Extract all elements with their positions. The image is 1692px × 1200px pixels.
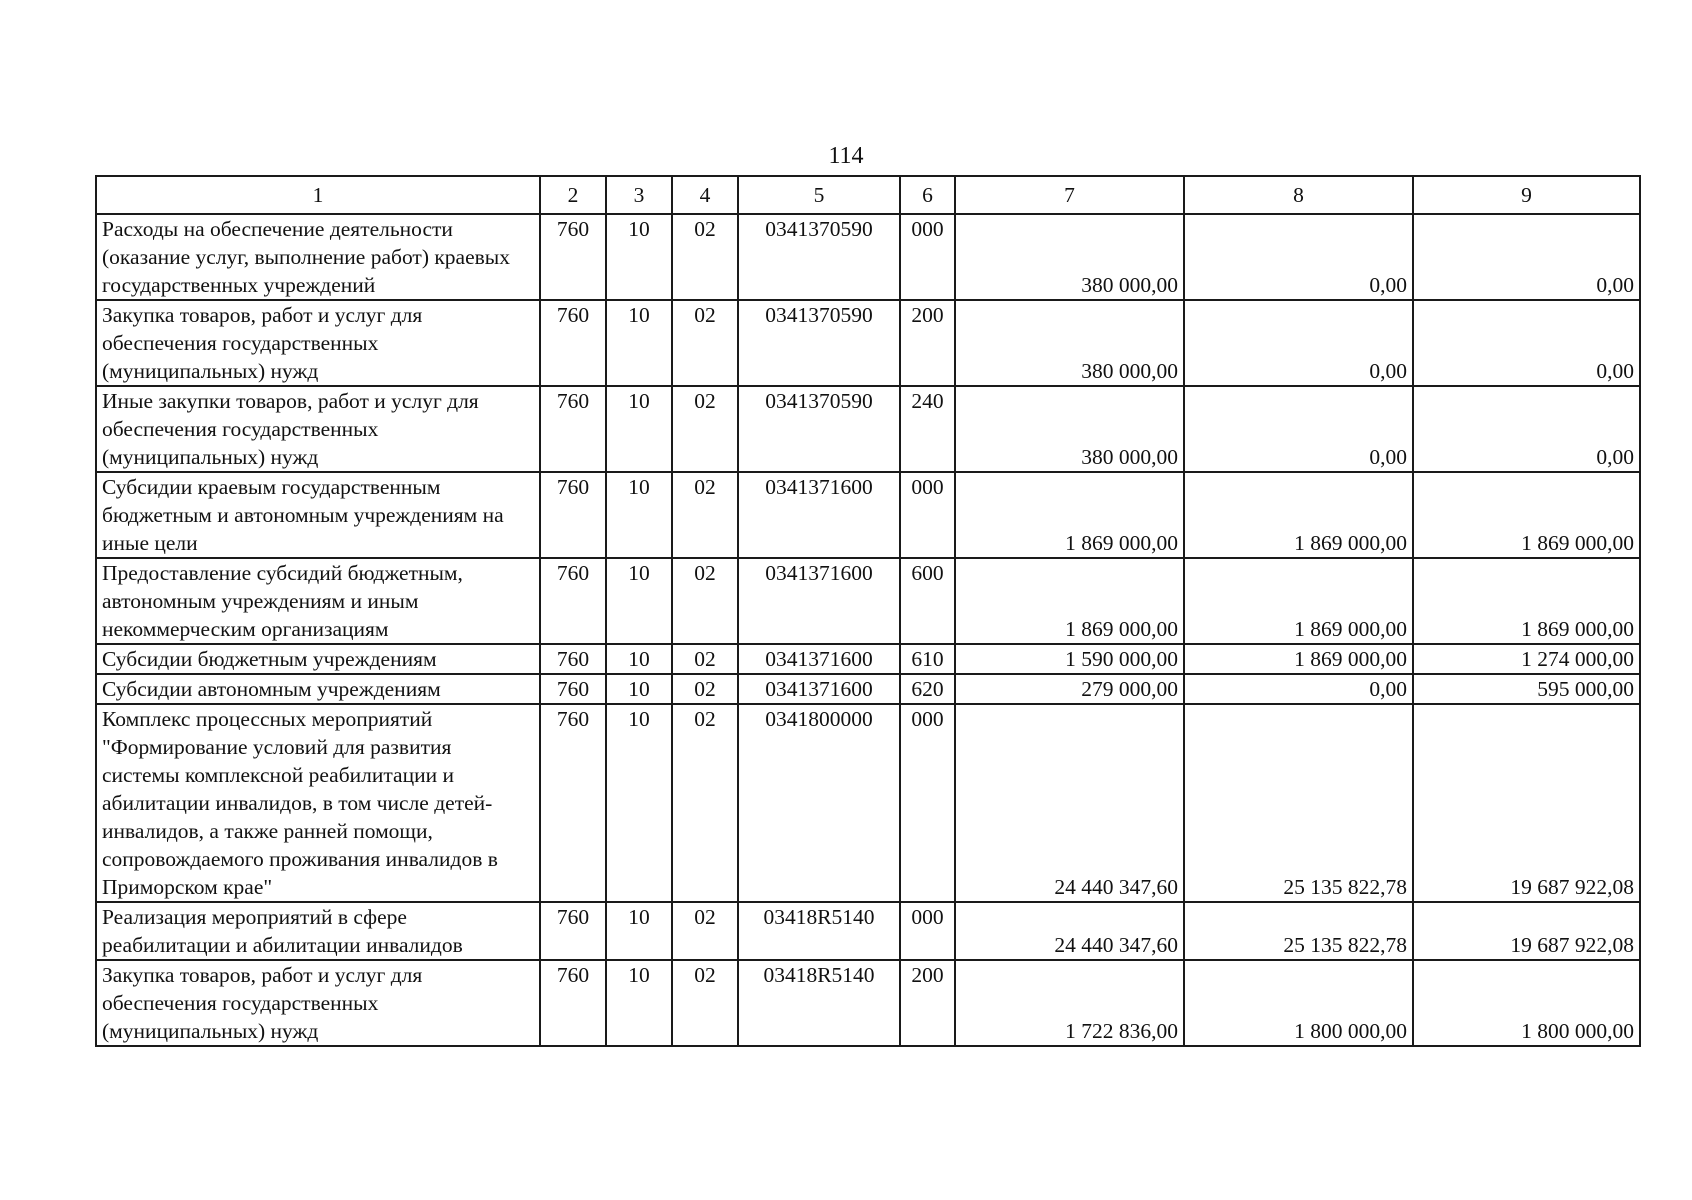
row-col5-cell: 0341800000 [738,704,900,902]
column-header: 9 [1413,176,1640,214]
row-name-cell: Субсидии краевым государственным бюджетным и автономным учреждениям на иные цели [96,472,540,558]
row-col2-cell: 760 [540,960,606,1046]
row-col5-cell: 0341371600 [738,674,900,704]
row-col6-cell: 240 [900,386,955,472]
row-amount-col9-cell: 19 687 922,08 [1413,704,1640,902]
row-col4-cell: 02 [672,214,738,300]
table-row [96,300,1640,386]
row-col3-cell: 10 [606,558,672,644]
row-name-cell: Реализация мероприятий в сфере реабилитации и абилитации инвалидов [96,902,540,960]
row-amount-col8-cell: 0,00 [1184,674,1413,704]
row-col3-cell: 10 [606,674,672,704]
row-col5-cell: 0341371600 [738,558,900,644]
row-col5-cell: 03418R5140 [738,902,900,960]
row-amount-col8-cell: 1 869 000,00 [1184,558,1413,644]
row-name-cell: Закупка товаров, работ и услуг для обеспечения государственных (муниципальных) нужд [96,300,540,386]
row-col2-cell: 760 [540,644,606,674]
column-header: 7 [955,176,1184,214]
row-col5-cell: 0341371600 [738,644,900,674]
column-header: 3 [606,176,672,214]
row-col2-cell: 760 [540,558,606,644]
budget-table [95,175,1641,1047]
row-col6-cell: 610 [900,644,955,674]
row-name-cell: Закупка товаров, работ и услуг для обеспечения государственных (муниципальных) нужд [96,960,540,1046]
row-name-cell: Иные закупки товаров, работ и услуг для обеспечения государственных (муниципальных) нужд [96,386,540,472]
row-col6-cell: 000 [900,902,955,960]
row-amount-col9-cell: 0,00 [1413,300,1640,386]
row-col6-cell: 000 [900,704,955,902]
row-amount-col9-cell: 1 274 000,00 [1413,644,1640,674]
row-col5-cell: 0341370590 [738,214,900,300]
row-name-cell: Комплекс процессных мероприятий "Формирование условий для развития системы комплексной реабилитации и абилитации инвалидов, в том числе детей-инвалидов, а также ранней помощи, сопровождаемого проживания инвалидов в Приморском крае" [96,704,540,902]
row-col5-cell: 0341371600 [738,472,900,558]
row-amount-col7-cell: 380 000,00 [955,386,1184,472]
row-col4-cell: 02 [672,644,738,674]
row-amount-col9-cell: 19 687 922,08 [1413,902,1640,960]
row-amount-col8-cell: 1 869 000,00 [1184,472,1413,558]
row-amount-col9-cell: 0,00 [1413,214,1640,300]
row-amount-col8-cell: 1 800 000,00 [1184,960,1413,1046]
row-col3-cell: 10 [606,214,672,300]
row-name-cell: Субсидии автономным учреждениям [96,674,540,704]
row-amount-col7-cell: 380 000,00 [955,214,1184,300]
row-amount-col8-cell: 0,00 [1184,300,1413,386]
row-amount-col8-cell: 25 135 822,78 [1184,704,1413,902]
row-col4-cell: 02 [672,558,738,644]
row-amount-col7-cell: 1 869 000,00 [955,472,1184,558]
row-col2-cell: 760 [540,386,606,472]
row-amount-col9-cell: 595 000,00 [1413,674,1640,704]
column-header: 1 [96,176,540,214]
row-col4-cell: 02 [672,472,738,558]
row-col3-cell: 10 [606,960,672,1046]
row-col6-cell: 000 [900,214,955,300]
row-col6-cell: 000 [900,472,955,558]
table-row [96,386,1640,472]
page-number: 114 [828,143,864,169]
column-header: 4 [672,176,738,214]
table-row [96,902,1640,960]
row-col4-cell: 02 [672,704,738,902]
row-col6-cell: 620 [900,674,955,704]
table-row [96,558,1640,644]
row-col5-cell: 03418R5140 [738,960,900,1046]
row-col4-cell: 02 [672,960,738,1046]
table-row [96,674,1640,704]
row-col3-cell: 10 [606,472,672,558]
row-amount-col7-cell: 24 440 347,60 [955,704,1184,902]
row-col6-cell: 200 [900,300,955,386]
row-amount-col7-cell: 1 590 000,00 [955,644,1184,674]
column-header: 8 [1184,176,1413,214]
table-row [96,214,1640,300]
table-row [96,704,1640,902]
row-name-cell: Субсидии бюджетным учреждениям [96,644,540,674]
row-amount-col9-cell: 0,00 [1413,386,1640,472]
table-row [96,644,1640,674]
row-amount-col9-cell: 1 800 000,00 [1413,960,1640,1046]
row-col2-cell: 760 [540,214,606,300]
row-col2-cell: 760 [540,674,606,704]
row-amount-col8-cell: 0,00 [1184,386,1413,472]
row-col4-cell: 02 [672,674,738,704]
row-col5-cell: 0341370590 [738,300,900,386]
row-col3-cell: 10 [606,644,672,674]
row-amount-col7-cell: 1 869 000,00 [955,558,1184,644]
row-amount-col7-cell: 24 440 347,60 [955,902,1184,960]
row-amount-col9-cell: 1 869 000,00 [1413,472,1640,558]
row-amount-col8-cell: 0,00 [1184,214,1413,300]
row-col6-cell: 600 [900,558,955,644]
column-header: 6 [900,176,955,214]
row-col2-cell: 760 [540,902,606,960]
row-col2-cell: 760 [540,472,606,558]
row-amount-col7-cell: 380 000,00 [955,300,1184,386]
row-col3-cell: 10 [606,386,672,472]
row-col3-cell: 10 [606,704,672,902]
row-amount-col8-cell: 25 135 822,78 [1184,902,1413,960]
row-amount-col7-cell: 1 722 836,00 [955,960,1184,1046]
table-row [96,960,1640,1046]
row-col4-cell: 02 [672,386,738,472]
table-row [96,472,1640,558]
row-col6-cell: 200 [900,960,955,1046]
column-header: 2 [540,176,606,214]
row-col4-cell: 02 [672,902,738,960]
column-header: 5 [738,176,900,214]
row-amount-col7-cell: 279 000,00 [955,674,1184,704]
row-name-cell: Предоставление субсидий бюджетным, автономным учреждениям и иным некоммерческим организациям [96,558,540,644]
row-col2-cell: 760 [540,704,606,902]
row-col3-cell: 10 [606,300,672,386]
row-name-cell: Расходы на обеспечение деятельности (оказание услуг, выполнение работ) краевых государственных учреждений [96,214,540,300]
row-col2-cell: 760 [540,300,606,386]
table-header-row [96,176,1640,214]
row-amount-col8-cell: 1 869 000,00 [1184,644,1413,674]
row-col4-cell: 02 [672,300,738,386]
row-amount-col9-cell: 1 869 000,00 [1413,558,1640,644]
row-col3-cell: 10 [606,902,672,960]
row-col5-cell: 0341370590 [738,386,900,472]
